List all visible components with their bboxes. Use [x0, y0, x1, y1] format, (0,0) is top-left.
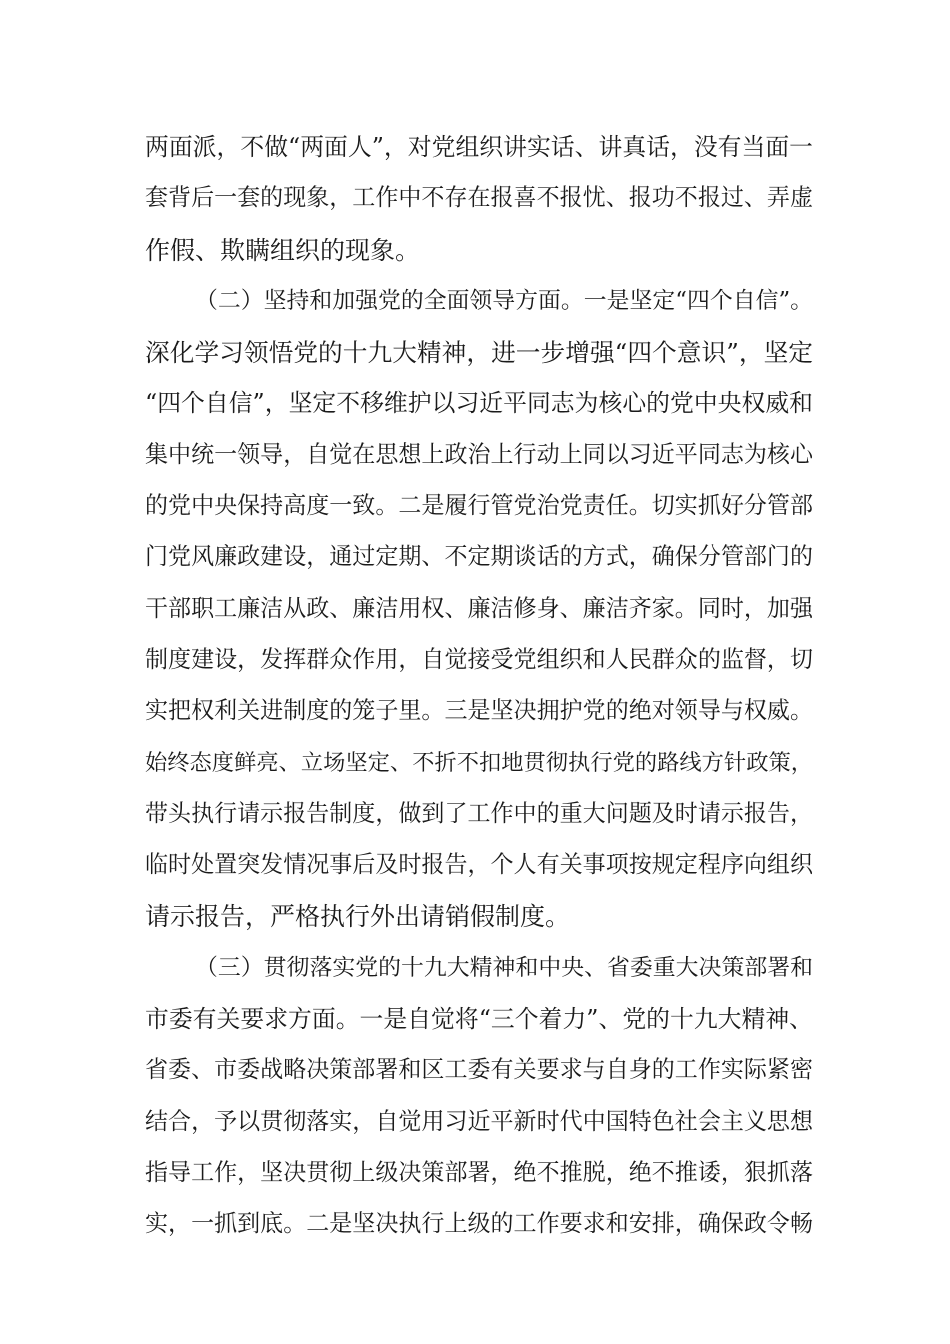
text-line: 门党风廉政建设，通过定期、不定期谈话的方式，确保分管部门的	[145, 544, 813, 571]
text-line: 作假、欺瞒组织的现象。	[145, 235, 421, 265]
text-line: 深化学习领悟党的十九大精神，进一步增强“四个意识”，坚定	[145, 338, 813, 368]
document-body	[145, 122, 813, 1251]
text-line: 的党中央保持高度一致。二是履行管党治党责任。切实抓好分管部	[145, 493, 813, 520]
text-line: 始终态度鲜亮、立场坚定、不折不扣地贯彻执行党的路线方针政策，	[145, 749, 813, 776]
text-line: 请示报告，严格执行外出请销假制度。	[145, 902, 571, 932]
text-line: 集中统一领导，自觉在思想上政治上行动上同以习近平同志为核心	[145, 441, 813, 468]
paragraph-heading-line: （二）坚持和加强党的全面领导方面。一是坚定“四个自信”。	[195, 287, 813, 314]
text-line: 指导工作，坚决贯彻上级决策部署，绝不推脱，绝不推诿，狠抓落	[145, 1159, 813, 1186]
text-line: 临时处置突发情况事后及时报告，个人有关事项按规定程序向组织	[145, 852, 813, 879]
text-line: 省委、市委战略决策部署和区工委有关要求与自身的工作实际紧密	[145, 1057, 813, 1084]
text-line: 套背后一套的现象，工作中不存在报喜不报忧、报功不报过、弄虚	[145, 185, 813, 212]
text-line: 实，一抓到底。二是坚决执行上级的工作要求和安排，确保政令畅	[145, 1211, 813, 1238]
text-line: 结合，予以贯彻落实，自觉用习近平新时代中国特色社会主义思想	[145, 1108, 813, 1135]
text-line: 带头执行请示报告制度，做到了工作中的重大问题及时请示报告，	[145, 800, 813, 827]
text-line: 干部职工廉洁从政、廉洁用权、廉洁修身、廉洁齐家。同时，加强	[145, 595, 813, 622]
text-line: 市委有关要求方面。一是自觉将“三个着力”、党的十九大精神、	[145, 1005, 813, 1034]
text-line: “四个自信”，坚定不移维护以习近平同志为核心的党中央权威和	[145, 389, 813, 418]
text-line: 实把权利关进制度的笼子里。三是坚决拥护党的绝对领导与权威。	[145, 698, 813, 725]
text-line: 制度建设，发挥群众作用，自觉接受党组织和人民群众的监督，切	[145, 646, 813, 673]
text-line: 两面派，不做“两面人”，对党组织讲实话、讲真话，没有当面一	[145, 133, 813, 161]
paragraph-heading-line: （三）贯彻落实党的十九大精神和中央、省委重大决策部署和	[195, 954, 813, 981]
